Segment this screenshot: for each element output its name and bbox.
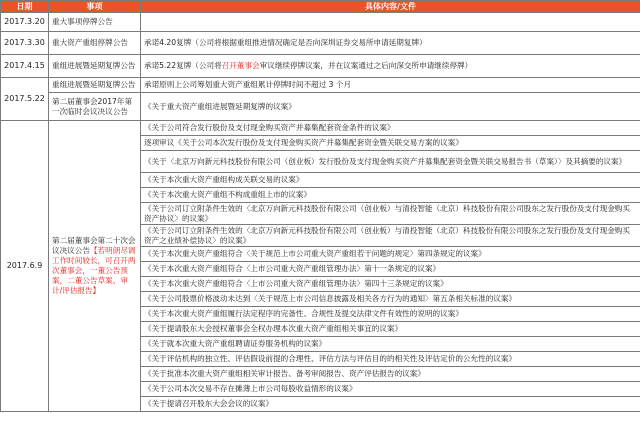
row-date: 2017.3.30 xyxy=(1,32,49,55)
row-detail: 承诺原则上公司筹划重大资产重组累计停牌时间不超过 3 个月 xyxy=(141,78,640,93)
row-date: 2017.6.9 xyxy=(1,121,49,412)
row-detail: 《关于本次重大资产重组构成关联交易的议案》 xyxy=(141,173,640,188)
row-detail: 《关于公司订立附条件生效的〈北京万向新元科技股份有限公司（创业板）与清投智能（北京）科技股份有限公司股东之发行股份及支付现金购买资产协议〉的议案》 xyxy=(141,203,640,225)
header-event: 事项 xyxy=(49,1,141,13)
row-detail: 《关于本次重大资产重组履行法定程序的完备性、合规性及提交法律文件有效性的说明的议案》 xyxy=(141,307,640,322)
row-event: 重组进展暨延期复牌公告 xyxy=(49,78,141,93)
detail-text: 审议继续停牌议案，并在议案通过之后向深交所申请继续停牌） xyxy=(259,61,473,70)
row-detail: 《关于公司本次交易不存在摊薄上市公司每股收益情形的议案》 xyxy=(141,382,640,397)
header-date: 日期 xyxy=(1,1,49,13)
row-event: 重大事项停牌公告 xyxy=(49,13,141,32)
row-detail: 承诺4.20复牌（公司将根据重组推进情况确定是否向深圳证券交易所申请延期复牌） xyxy=(141,32,640,55)
row-detail xyxy=(141,55,640,78)
row-detail: 《关于公司订立附条件生效的〈北京万向新元科技股份有限公司（创业板）与清投智能（北京）科技股份有限公司股东之发行股份及支付现金购买资产之业绩补偿协议〉的议案》 xyxy=(141,225,640,247)
table-row xyxy=(1,13,640,32)
detail-highlight: 召开董事会 xyxy=(221,61,260,70)
row-detail: 《关于本次重大资产重组符合〈上市公司重大资产重组管理办法〉第十一条规定的议案》 xyxy=(141,262,640,277)
event-text: 第二届董事会第二十次会议决议公告 xyxy=(52,236,136,255)
row-date: 2017.4.15 xyxy=(1,55,49,78)
row-event: 第二届董事会2017年第一次临时会议决议公告 xyxy=(49,93,141,121)
row-detail: 《关于批准本次重大资产重组相关审计报告、备考审阅报告、资产评估报告的议案》 xyxy=(141,367,640,382)
table-row xyxy=(1,121,640,136)
row-event: 重组进展暨延期复牌公告 xyxy=(49,55,141,78)
table-row xyxy=(1,32,640,55)
row-detail: 《关于就本次重大资产重组聘请证券服务机构的议案》 xyxy=(141,337,640,352)
table-header-row xyxy=(1,1,640,13)
table-row xyxy=(1,55,640,78)
row-detail: 《关于本次重大资产重组符合〈关于规范上市公司重大资产重组若干问题的规定〉第四条规定的议案》 xyxy=(141,247,640,262)
table-row xyxy=(1,78,640,93)
row-event xyxy=(49,121,141,412)
event-note: 【若明朗尽调工作时间较长，可召开两次董事会，一董公告预案，二董公告草案、审计/评估报告】 xyxy=(52,246,136,295)
row-detail: 《关于公司股票价格波动未达到〈关于规范上市公司信息披露及相关各方行为的通知〉第五条相关标准的议案》 xyxy=(141,292,640,307)
row-detail xyxy=(141,13,640,32)
row-event: 重大资产重组停牌公告 xyxy=(49,32,141,55)
row-detail: 《关于评估机构的独立性、评估假设前提的合理性、评估方法与评估目的的相关性及评估定价的公允性的议案》 xyxy=(141,352,640,367)
table-row xyxy=(1,93,640,121)
row-detail: 《关于提请股东大会授权董事会全权办理本次重大资产重组相关事宜的议案》 xyxy=(141,322,640,337)
row-detail: 《关于本次重大资产重组符合〈上市公司重大资产重组管理办法〉第四十三条规定的议案》 xyxy=(141,277,640,292)
row-date: 2017.3.20 xyxy=(1,13,49,32)
row-detail: 《关于重大资产重组进展暨延期复牌的议案》 xyxy=(141,93,640,121)
row-date: 2017.5.22 xyxy=(1,78,49,121)
row-detail: 逐项审议《关于公司本次发行股份及支付现金购买资产并募集配套资金暨关联交易方案的议案》 xyxy=(141,136,640,151)
row-detail: 《关于本次重大资产重组不构成重组上市的议案》 xyxy=(141,188,640,203)
header-detail: 具体内容/文件 xyxy=(141,1,640,13)
row-detail: 《关于〈北京万向新元科技股份有限公司（创业板）发行股份及支付现金购买资产并募集配套资金暨关联交易报告书（草案）〉及其摘要的议案》 xyxy=(141,151,640,173)
row-detail: 《关于提请召开股东大会会议的议案》 xyxy=(141,397,640,412)
detail-text: 承诺5.22复牌（公司将 xyxy=(144,61,222,70)
row-detail: 《关于公司符合发行股份及支付现金购买资产并募集配套资金条件的议案》 xyxy=(141,121,640,136)
